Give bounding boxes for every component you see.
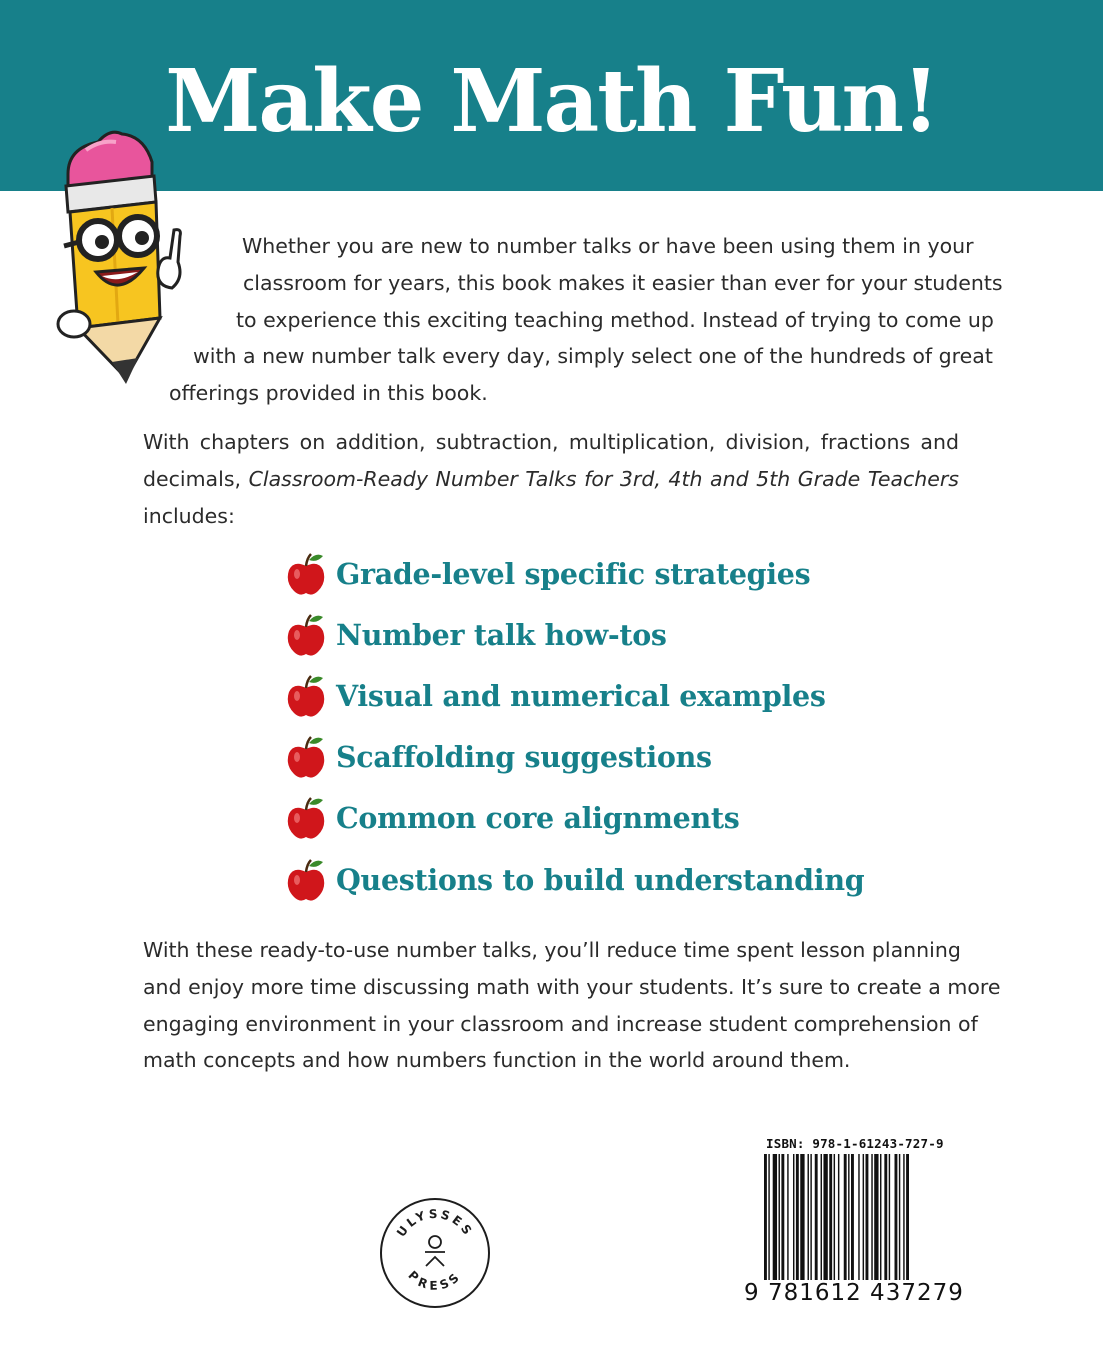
intro-line: offerings provided in this book.: [169, 381, 488, 406]
barcode-bar: [899, 1154, 900, 1296]
barcode-bar: [800, 1154, 804, 1296]
barcode-bar: [838, 1154, 839, 1296]
feature-text: Grade-level specific strategies: [336, 556, 811, 591]
barcode-bar: [823, 1154, 827, 1296]
closing-line: With these ready-to-use number talks, you’ll reduce time spent lesson planning: [143, 938, 961, 962]
barcode-bar: [871, 1154, 872, 1296]
barcode-bars: [764, 1154, 950, 1296]
barcode-bar: [858, 1154, 859, 1296]
headline: Make Math Fun!: [165, 51, 938, 152]
barcode-bar: [808, 1154, 809, 1296]
barcode-bar: [764, 1154, 767, 1296]
chapters-line: With chapters on addition, subtraction, multiplication, division, fractions and: [143, 430, 959, 454]
chapters-line: [143, 461, 959, 498]
barcode-bar: [851, 1154, 854, 1296]
intro-line: classroom for years, this book makes it easier than ever for your students: [243, 270, 1003, 295]
chapters-prefix: decimals,: [143, 466, 242, 491]
barcode-bar: [768, 1154, 769, 1296]
barcode-bar: [834, 1154, 835, 1296]
barcode-bar: [779, 1154, 780, 1296]
publisher-seal: [378, 1196, 492, 1310]
barcode-bar: [796, 1154, 799, 1296]
barcode-bar: [815, 1154, 818, 1296]
barcode-bar: [810, 1154, 811, 1296]
feature-list: [286, 543, 986, 910]
barcode-bar: [874, 1154, 878, 1296]
feature-text: Questions to build understanding: [336, 862, 865, 897]
barcode-digits: [744, 1280, 964, 1306]
barcode-block: [744, 1136, 964, 1316]
apple-icon: [286, 674, 326, 718]
barcode-bar: [793, 1154, 794, 1296]
feature-text: Scaffolding suggestions: [336, 740, 712, 775]
barcode-bar: [781, 1154, 784, 1296]
barcode-bar: [866, 1154, 869, 1296]
feature-item: [286, 849, 986, 910]
barcode-bar: [903, 1154, 904, 1296]
intro-line: to experience this exciting teaching method. Instead of trying to come up: [236, 307, 994, 332]
barcode-bar: [889, 1154, 890, 1296]
publisher-bottom-text: PRESS: [405, 1268, 465, 1293]
barcode-bar: [863, 1154, 864, 1296]
barcode-bar: [821, 1154, 822, 1296]
barcode-bar: [848, 1154, 849, 1296]
barcode-bar: [895, 1154, 898, 1296]
barcode-bar: [829, 1154, 832, 1296]
feature-text: Visual and numerical examples: [336, 678, 826, 713]
apple-icon: [286, 796, 326, 840]
feature-item: [286, 727, 986, 788]
publisher-top-text: ULYSSES: [393, 1206, 477, 1240]
barcode-bar: [884, 1154, 887, 1296]
closing-line: engaging environment in your classroom and increase student comprehension of: [143, 1011, 978, 1036]
barcode-bar: [787, 1154, 788, 1296]
barcode-bar: [880, 1154, 881, 1296]
feature-item: [286, 543, 986, 604]
chapters-paragraph: [143, 424, 959, 534]
feature-item: [286, 604, 986, 665]
barcode-bar: [844, 1154, 847, 1296]
apple-icon: [286, 735, 326, 779]
intro-paragraph: [140, 228, 1003, 412]
apple-icon: [286, 613, 326, 657]
feature-text: Common core alignments: [336, 801, 740, 836]
chapters-line: includes:: [143, 503, 235, 528]
apple-icon: [286, 858, 326, 902]
closing-line: and enjoy more time discussing math with your students. It’s sure to create a more: [143, 974, 1001, 999]
isbn-label: ISBN: 978-1-61243-727-9: [766, 1136, 944, 1151]
intro-line: Whether you are new to number talks or have been using them in your: [242, 234, 974, 258]
barcode-bar: [906, 1154, 909, 1296]
book-title: Classroom-Ready Number Talks for 3rd, 4th and 5th Grade Teachers: [248, 466, 959, 491]
closing-line: math concepts and how numbers function in the world around them.: [143, 1048, 851, 1073]
closing-paragraph: [143, 932, 1001, 1079]
feature-item: [286, 665, 986, 726]
intro-line: with a new number talk every day, simply select one of the hundreds of great: [193, 344, 993, 369]
feature-item: [286, 788, 986, 849]
apple-icon: [286, 552, 326, 596]
feature-text: Number talk how-tos: [336, 617, 667, 652]
barcode-digits-text: 9 781612 437279: [744, 1280, 964, 1306]
barcode-bar: [773, 1154, 777, 1296]
